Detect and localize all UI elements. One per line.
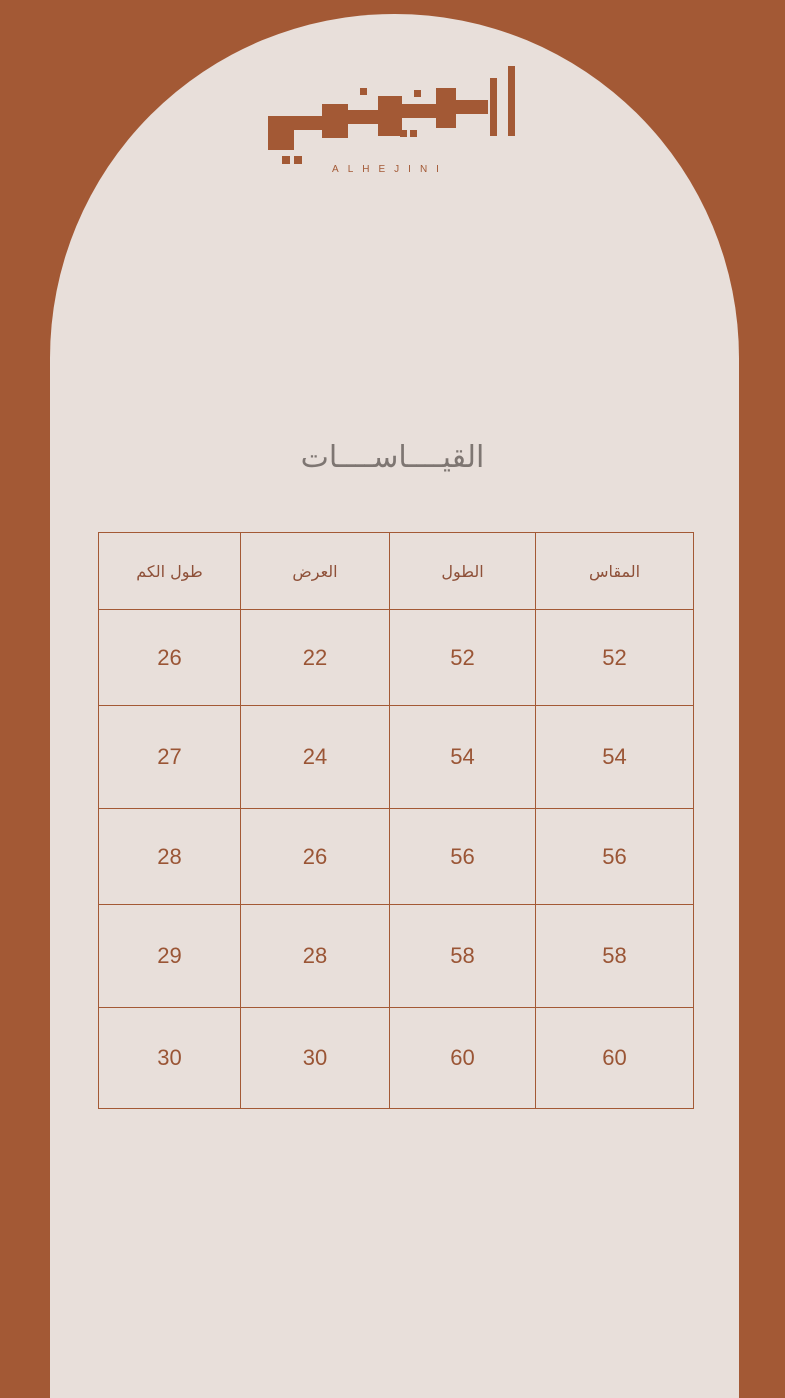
page-title: القيــــاســــات [300, 440, 485, 475]
cell-length: 52 [390, 610, 536, 706]
cell-width: 30 [241, 1008, 390, 1109]
header-size: المقاس [536, 533, 694, 610]
table-row [99, 905, 694, 1008]
table-row [99, 610, 694, 706]
cell-length: 58 [390, 905, 536, 1008]
table-row [99, 706, 694, 809]
brand-logo [250, 60, 530, 190]
cell-sleeve-length: 30 [99, 1008, 241, 1109]
header-width: العرض [241, 533, 390, 610]
cell-size: 58 [536, 905, 694, 1008]
cell-size: 60 [536, 1008, 694, 1109]
cell-length: 56 [390, 809, 536, 905]
table-row [99, 1008, 694, 1109]
header-length: الطول [390, 533, 536, 610]
cell-width: 24 [241, 706, 390, 809]
cell-sleeve-length: 27 [99, 706, 241, 809]
cell-size: 52 [536, 610, 694, 706]
size-chart-table [98, 532, 694, 1109]
cell-sleeve-length: 28 [99, 809, 241, 905]
cell-width: 22 [241, 610, 390, 706]
cell-width: 28 [241, 905, 390, 1008]
header-sleeve-length: طول الكم [99, 533, 241, 610]
cell-length: 54 [390, 706, 536, 809]
table-header-row [99, 533, 694, 610]
table-row [99, 809, 694, 905]
cell-sleeve-length: 26 [99, 610, 241, 706]
brand-latin-name: ALHEJINI [332, 164, 448, 175]
cell-length: 60 [390, 1008, 536, 1109]
cell-size: 56 [536, 809, 694, 905]
cell-width: 26 [241, 809, 390, 905]
logo-mark [250, 60, 530, 170]
cell-sleeve-length: 29 [99, 905, 241, 1008]
cell-size: 54 [536, 706, 694, 809]
